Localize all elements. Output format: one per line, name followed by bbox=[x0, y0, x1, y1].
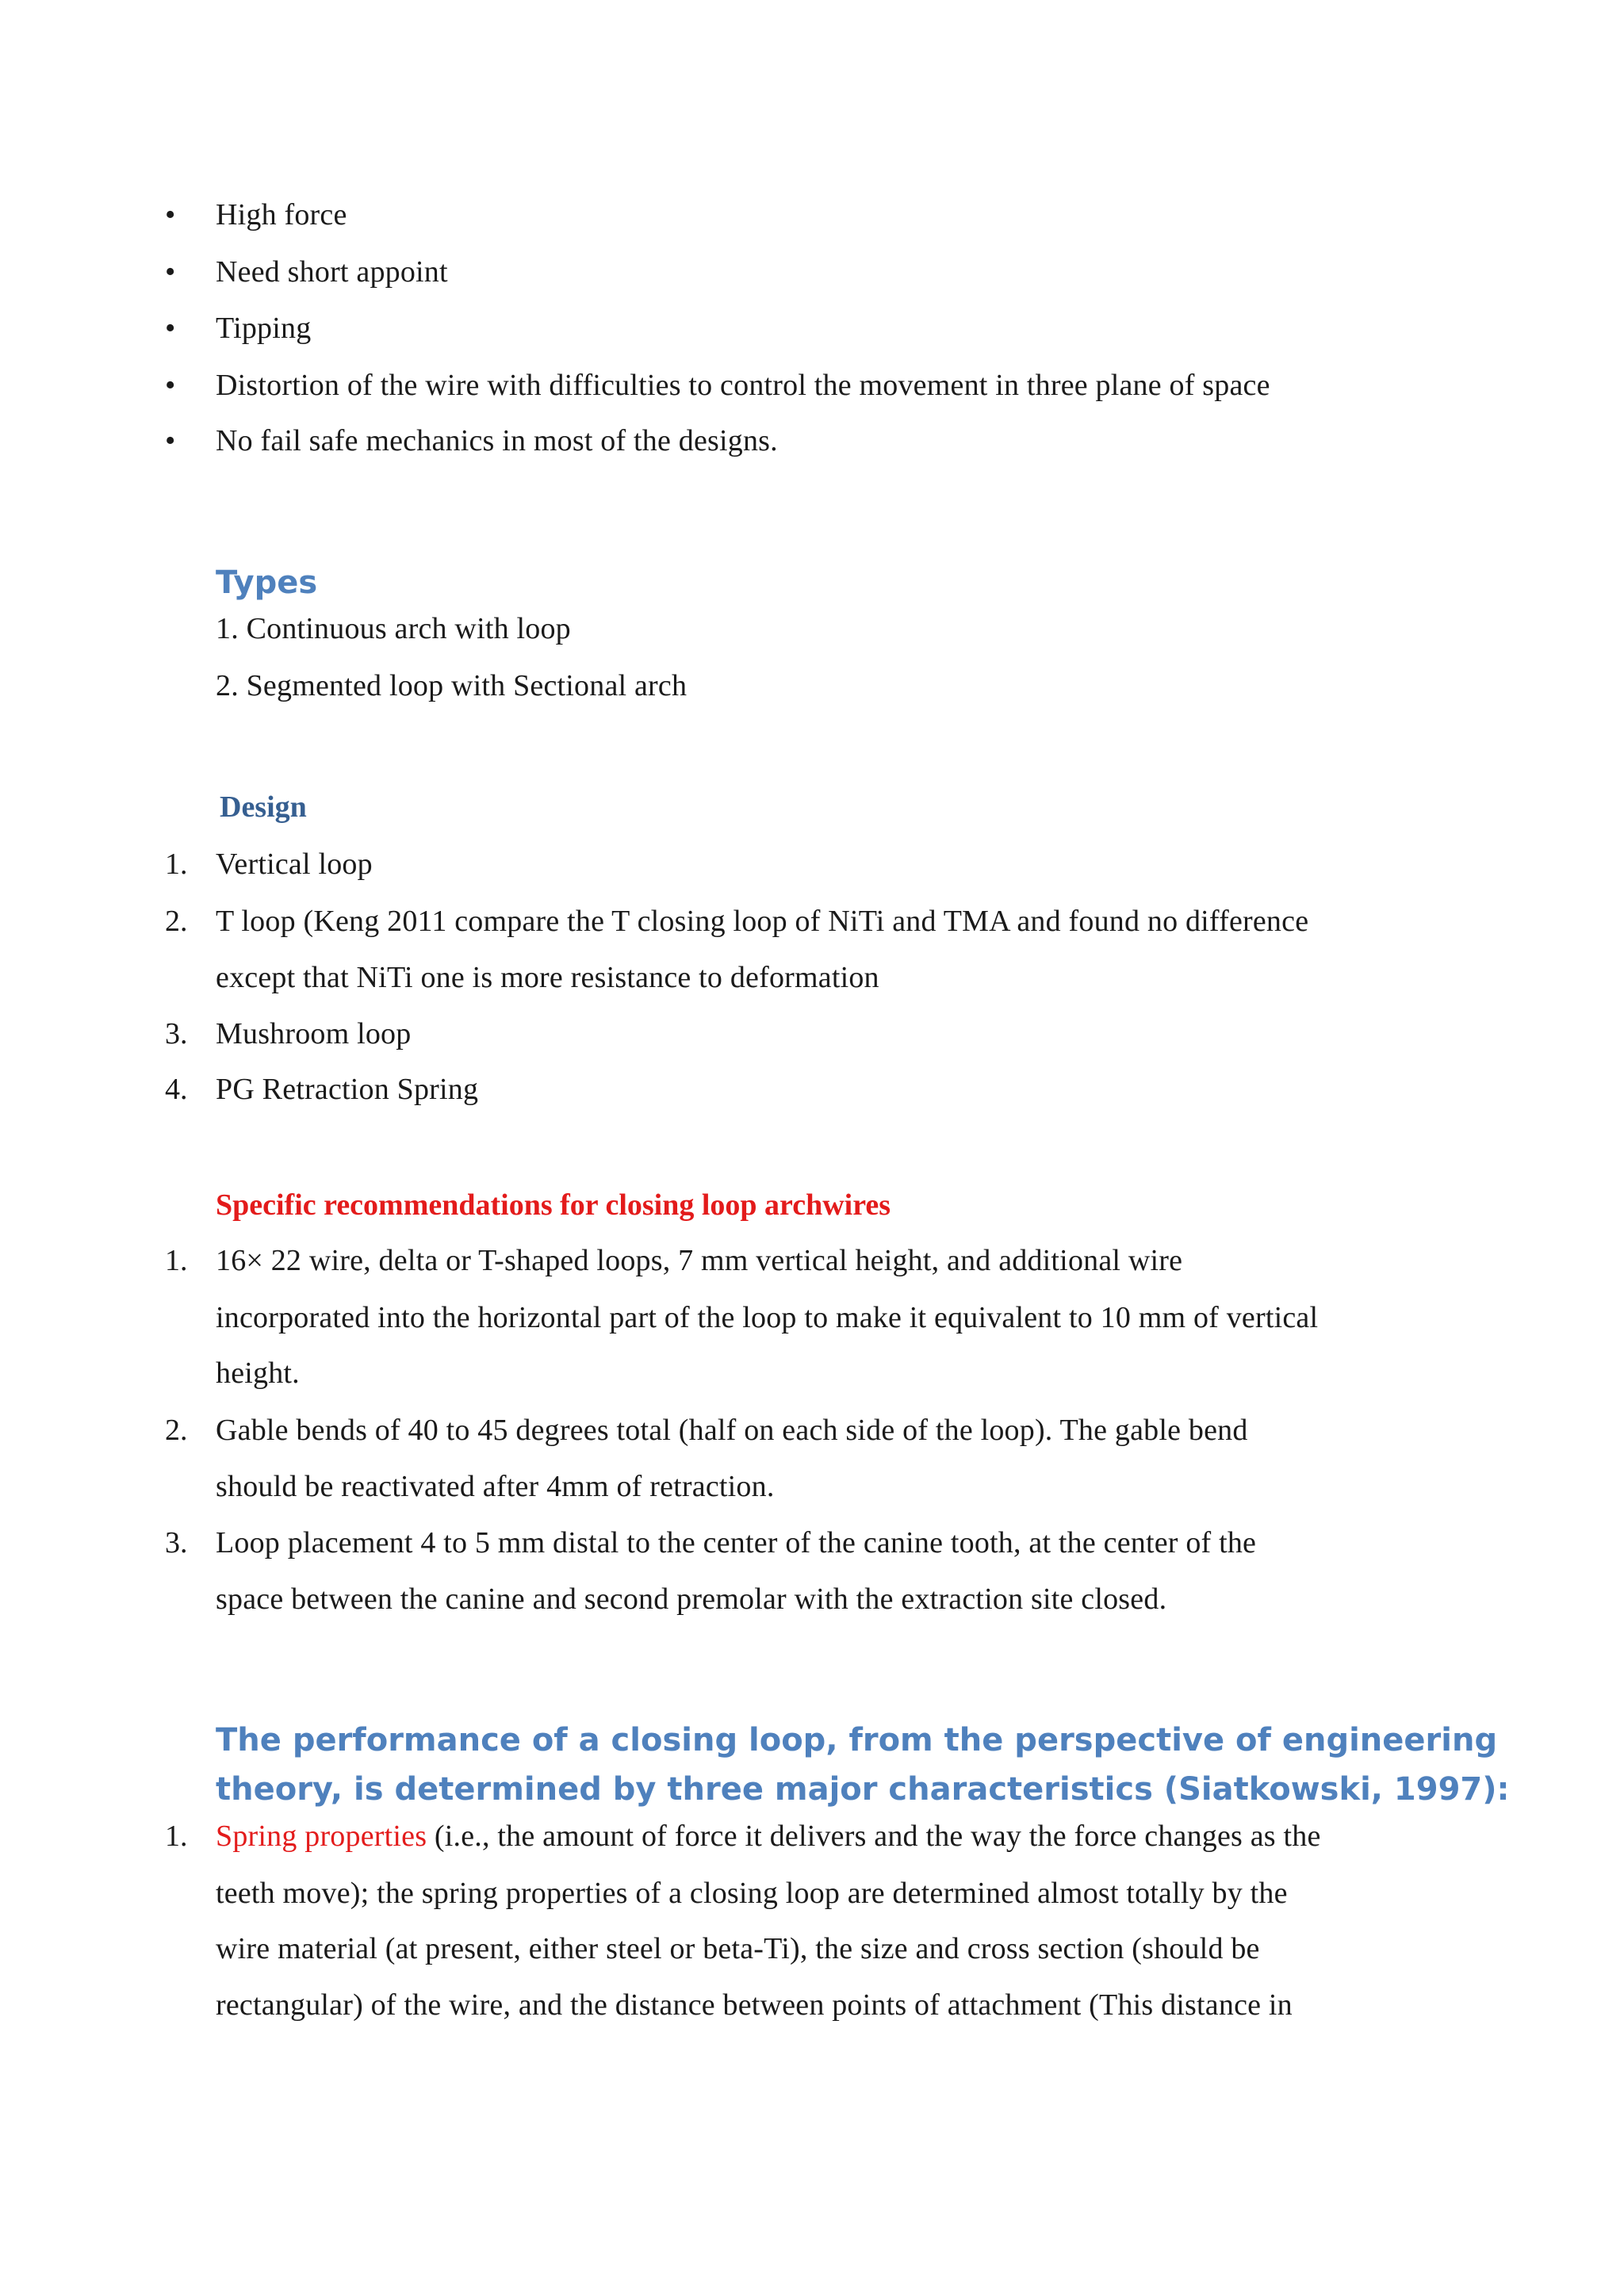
performance-item-continuation: wire material (at present, either steel or beta-Ti), the size and cross section (should be bbox=[216, 1932, 1260, 1965]
spring-properties-term: Spring properties bbox=[216, 1820, 427, 1853]
bullet-item: Need short appoint bbox=[216, 255, 448, 289]
bullet-marker: • bbox=[165, 369, 176, 402]
bullet-item: High force bbox=[216, 198, 347, 232]
types-item: 1. Continuous arch with loop bbox=[216, 612, 571, 645]
list-number: 1. bbox=[165, 848, 188, 881]
performance-item-continuation: rectangular) of the wire, and the distance between points of attachment (This distance in bbox=[216, 1988, 1293, 2022]
list-number: 4. bbox=[165, 1073, 188, 1106]
recommendation-item-continuation: incorporated into the horizontal part of the loop to make it equivalent to 10 mm of vertical bbox=[216, 1301, 1319, 1334]
list-number: 1. bbox=[165, 1244, 188, 1277]
performance-heading-line: theory, is determined by three major characteristics (Siatkowski, 1997): bbox=[216, 1771, 1510, 1808]
list-number: 3. bbox=[165, 1017, 188, 1050]
recommendation-item: 16× 22 wire, delta or T-shaped loops, 7 mm vertical height, and additional wire bbox=[216, 1244, 1183, 1277]
performance-item bbox=[216, 1817, 1321, 1855]
design-item: Mushroom loop bbox=[216, 1017, 412, 1050]
recommendation-item: Gable bends of 40 to 45 degrees total (half on each side of the loop). The gable bend bbox=[216, 1414, 1248, 1447]
types-item: 2. Segmented loop with Sectional arch bbox=[216, 669, 688, 702]
performance-item-text: (i.e., the amount of force it delivers and the way the force changes as the bbox=[427, 1820, 1321, 1853]
bullet-marker: • bbox=[165, 198, 176, 232]
recommendation-item-continuation: space between the canine and second premolar with the extraction site closed. bbox=[216, 1582, 1167, 1616]
bullet-item: Tipping bbox=[216, 312, 312, 345]
types-heading: Types bbox=[216, 564, 318, 601]
design-item: T loop (Keng 2011 compare the T closing loop of NiTi and TMA and found no difference bbox=[216, 905, 1309, 938]
list-number: 2. bbox=[165, 1414, 188, 1447]
design-heading: Design bbox=[220, 790, 307, 824]
design-item-continuation: except that NiTi one is more resistance to deformation bbox=[216, 961, 879, 994]
bullet-item: No fail safe mechanics in most of the designs. bbox=[216, 424, 778, 457]
recommendation-item-continuation: height. bbox=[216, 1357, 300, 1390]
list-number: 3. bbox=[165, 1526, 188, 1559]
recommendation-item: Loop placement 4 to 5 mm distal to the center of the canine tooth, at the center of the bbox=[216, 1526, 1257, 1559]
recommendation-item-continuation: should be reactivated after 4mm of retraction. bbox=[216, 1470, 775, 1503]
bullet-marker: • bbox=[165, 255, 176, 289]
performance-heading-line: The performance of a closing loop, from the perspective of engineering bbox=[216, 1722, 1498, 1758]
list-number: 1. bbox=[165, 1820, 188, 1853]
recommendations-heading: Specific recommendations for closing loop archwires bbox=[216, 1188, 891, 1222]
performance-item-continuation: teeth move); the spring properties of a closing loop are determined almost totally by the bbox=[216, 1877, 1288, 1910]
list-number: 2. bbox=[165, 905, 188, 938]
bullet-marker: • bbox=[165, 424, 176, 457]
bullet-marker: • bbox=[165, 312, 176, 345]
design-item: PG Retraction Spring bbox=[216, 1073, 479, 1106]
design-item: Vertical loop bbox=[216, 848, 373, 881]
bullet-item: Distortion of the wire with difficulties to control the movement in three plane of space bbox=[216, 369, 1270, 402]
